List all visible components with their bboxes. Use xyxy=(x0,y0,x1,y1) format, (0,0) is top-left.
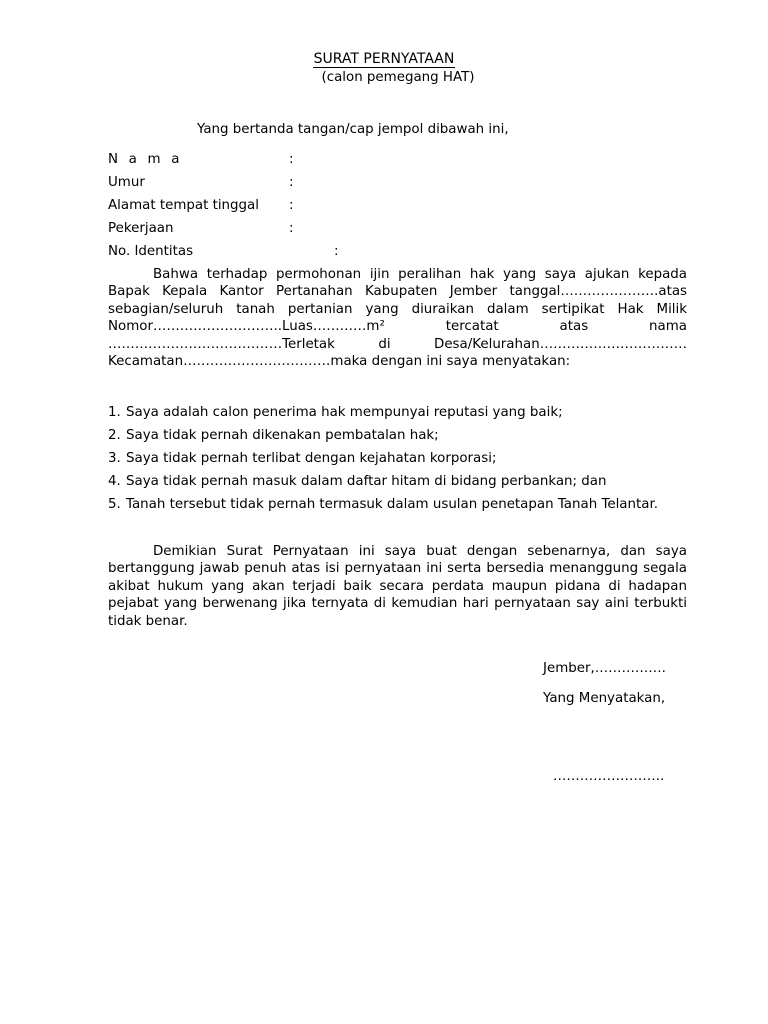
field-pekerjaan xyxy=(108,220,294,238)
statement-paragraph-text: Bahwa terhadap permohonan ijin peralihan hak yang saya ajukan kepada Bapak Kepala Kantor Pertanahan Kabupaten Jember tanggal………………….atas sebagian/seluruh tanah pertanian yang diuraikan dalam sertipikat Hak Milik Nomor………………………..Luas…………m² tercatat atas nama …………………………………Terletak di Desa/Kelurahan……………………………Kecamatan……………………………maka dengan ini saya menyatakan: xyxy=(108,267,687,370)
list-number: 4. xyxy=(108,474,121,489)
document-title-wrap xyxy=(0,50,768,68)
field-label: Alamat tempat tinggal xyxy=(108,198,259,213)
field-label: Pekerjaan xyxy=(108,221,174,236)
field-colon: : xyxy=(289,198,294,213)
list-number: 5. xyxy=(108,497,121,512)
closing-paragraph xyxy=(108,543,687,630)
list-item xyxy=(108,493,687,516)
document-title: SURAT PERNYATAAN xyxy=(313,51,455,67)
list-text: Saya adalah calon penerima hak mempunyai reputasi yang baik; xyxy=(126,405,563,420)
field-nama xyxy=(108,151,294,169)
statement-list xyxy=(108,401,687,516)
document-subtitle: (calon pemegang HAT) xyxy=(321,70,475,85)
list-item xyxy=(108,470,687,493)
field-identitas xyxy=(108,243,339,261)
field-colon: : xyxy=(289,175,294,190)
list-text: Saya tidak pernah dikenakan pembatalan hak; xyxy=(126,428,439,443)
list-item xyxy=(108,401,687,424)
list-text: Saya tidak pernah terlibat dengan kejahatan korporasi; xyxy=(126,451,497,466)
list-item xyxy=(108,424,687,447)
signature-place-date: Jember,……………. xyxy=(543,661,666,676)
field-label: Umur xyxy=(108,175,145,190)
intro-text: Yang bertanda tangan/cap jempol dibawah ini, xyxy=(197,122,509,137)
closing-paragraph-text: Demikian Surat Pernyataan ini saya buat dengan sebenarnya, dan saya bertanggung jawab penuh atas isi pernyataan ini serta bersedia menanggung segala akibat hukum yang akan terjadi baik secara perdata maupun pidana di hadapan pejabat yang berwenang jika ternyata di kemudian hari pernyataan say aini terbukti tidak benar. xyxy=(108,544,687,629)
list-number: 2. xyxy=(108,428,121,443)
field-colon: : xyxy=(334,244,339,259)
list-item xyxy=(108,447,687,470)
list-number: 1. xyxy=(108,405,121,420)
list-number: 3. xyxy=(108,451,121,466)
signature-role: Yang Menyatakan, xyxy=(543,691,666,706)
statement-paragraph xyxy=(108,266,687,370)
list-text: Saya tidak pernah masuk dalam daftar hitam di bidang perbankan; dan xyxy=(126,474,607,489)
field-umur xyxy=(108,174,294,192)
field-label: No. Identitas xyxy=(108,244,194,259)
field-colon: : xyxy=(289,152,294,167)
list-text: Tanah tersebut tidak pernah termasuk dalam usulan penetapan Tanah Telantar. xyxy=(126,497,658,512)
field-label: N a m a xyxy=(108,152,183,167)
field-colon: : xyxy=(289,221,294,236)
field-alamat xyxy=(108,197,294,215)
signature-name-line: ……………………. xyxy=(553,769,665,784)
